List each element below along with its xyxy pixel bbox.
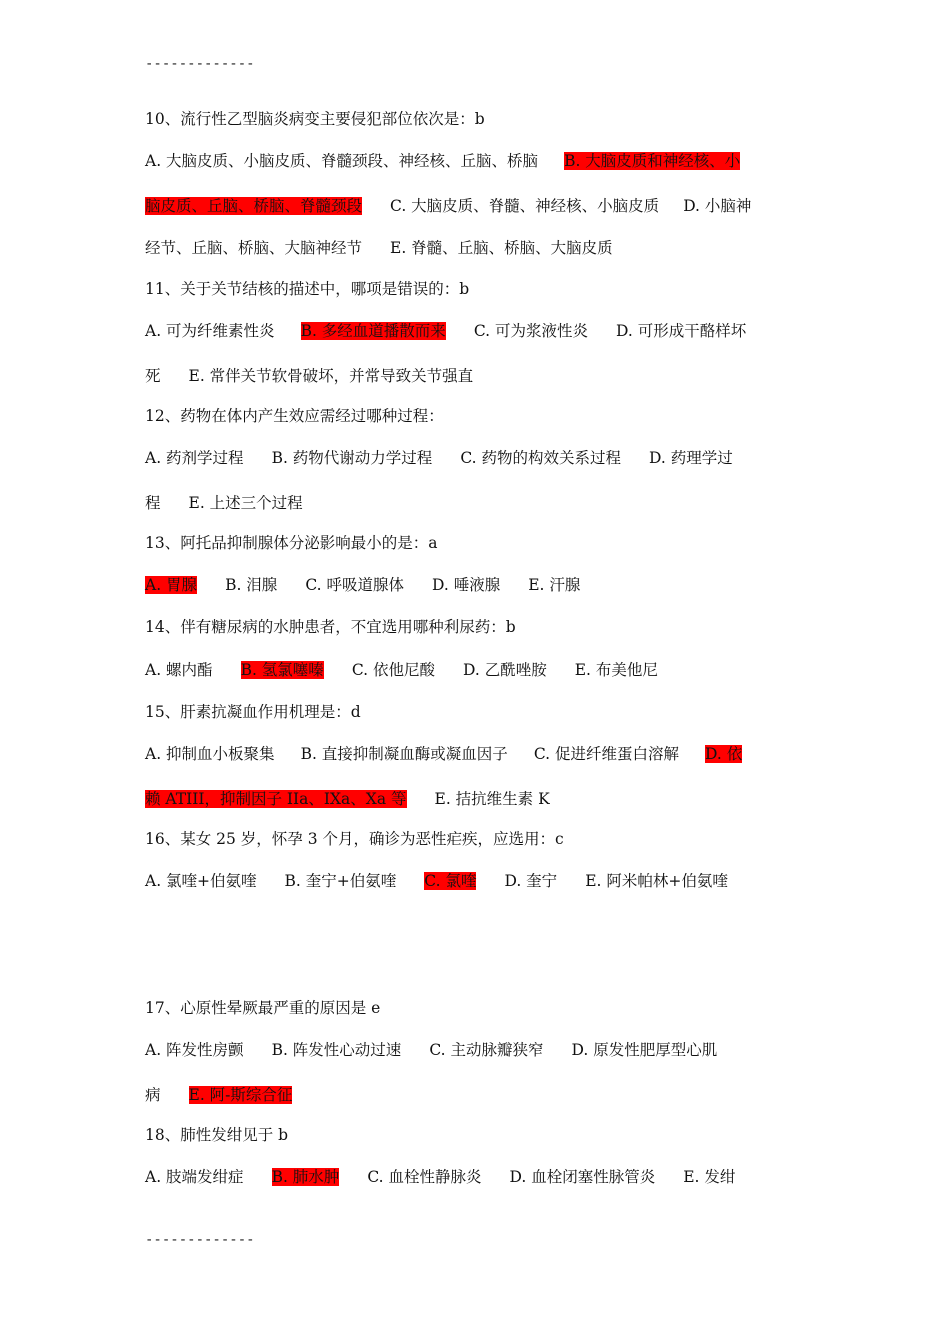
q14-option-c: C. 依他尼酸 — [351, 661, 435, 679]
q12-option-a: A. 药剂学过程 — [145, 449, 244, 467]
question-11-options-line-2 — [145, 365, 473, 387]
q16-option-c-highlighted: C. 氯喹 — [424, 872, 477, 890]
q11-option-d-cont: 死 — [145, 367, 161, 385]
q15-option-b: B. 直接抑制凝血酶或凝血因子 — [300, 745, 508, 763]
q11-option-a: A. 可为纤维素性炎 — [145, 322, 275, 340]
q17-option-d: D. 原发性肥厚型心肌 — [571, 1041, 718, 1059]
q11-option-c: C. 可为浆液性炎 — [473, 322, 588, 340]
q15-option-e: E. 拮抗维生素 K — [434, 790, 550, 808]
q18-option-d: D. 血栓闭塞性脉管炎 — [509, 1168, 656, 1186]
question-13-stem: 13、阿托品抑制腺体分泌影响最小的是：a — [145, 534, 438, 552]
question-15-options-line-2 — [145, 788, 550, 810]
q16-option-d: D. 奎宁 — [504, 872, 558, 890]
question-12-stem: 12、药物在体内产生效应需经过哪种过程： — [145, 407, 444, 425]
question-18-stem: 18、肺性发绀见于 b — [145, 1126, 289, 1144]
q15-option-a: A. 抑制血小板聚集 — [145, 745, 275, 763]
question-14-stem: 14、伴有糖尿病的水肿患者，不宜选用哪种利尿药：b — [145, 618, 516, 636]
question-10-options-line-3 — [145, 237, 613, 259]
q12-option-b: B. 药物代谢动力学过程 — [271, 449, 433, 467]
q12-option-e: E. 上述三个过程 — [188, 494, 303, 512]
q13-option-d: D. 唾液腺 — [431, 576, 501, 594]
q13-option-a-highlighted: A. 胃腺 — [145, 576, 198, 594]
question-10-options-line-2 — [145, 195, 751, 217]
q10-option-d: D. 小脑神 — [683, 197, 752, 215]
question-17-options-line-1 — [145, 1039, 717, 1061]
question-12-options-line-2 — [145, 492, 303, 514]
q17-option-d-cont: 病 — [145, 1086, 161, 1104]
q16-option-e: E. 阿米帕林+伯氨喹 — [585, 872, 728, 890]
question-16-options-line-1 — [145, 870, 728, 892]
q13-option-e: E. 汗腺 — [528, 576, 581, 594]
question-10-stem: 10、流行性乙型脑炎病变主要侵犯部位依次是：b — [145, 110, 485, 128]
q15-option-d-highlighted-cont: 赖 ATIII，抑制因子 IIa、IXa、Xa 等 — [145, 790, 407, 808]
question-14-options-line-1 — [145, 659, 658, 681]
q10-option-d-cont: 经节、丘脑、桥脑、大脑神经节 — [145, 239, 363, 257]
question-16-stem: 16、某女 25 岁，怀孕 3 个月，确诊为恶性疟疾，应选用：c — [145, 830, 564, 848]
q13-option-b: B. 泪腺 — [225, 576, 278, 594]
q14-option-b-highlighted: B. 氢氯噻嗪 — [240, 661, 324, 679]
footer-rule: ------------- — [145, 1232, 255, 1248]
question-17-options-line-2 — [145, 1084, 292, 1106]
question-10-options-line-1 — [145, 150, 740, 172]
q12-option-d-cont: 程 — [145, 494, 161, 512]
q10-option-b-highlighted: B. 大脑皮质和神经核、小 — [564, 152, 741, 170]
q18-option-c: C. 血栓性静脉炎 — [367, 1168, 482, 1186]
q13-option-c: C. 呼吸道腺体 — [305, 576, 404, 594]
q10-option-a: A. 大脑皮质、小脑皮质、脊髓颈段、神经核、丘脑、桥脑 — [145, 152, 539, 170]
q11-option-e: E. 常伴关节软骨破坏，并常导致关节强直 — [188, 367, 474, 385]
question-11-options-line-1 — [145, 320, 746, 342]
q14-option-d: D. 乙酰唑胺 — [462, 661, 547, 679]
question-17-stem: 17、心原性晕厥最严重的原因是 e — [145, 999, 381, 1017]
q11-option-b-highlighted: B. 多经血道播散而来 — [300, 322, 446, 340]
q14-option-e: E. 布美他尼 — [574, 661, 658, 679]
q15-option-d-highlighted: D. 依 — [704, 745, 743, 763]
q17-option-c: C. 主动脉瓣狭窄 — [429, 1041, 544, 1059]
question-15-options-line-1 — [145, 743, 742, 765]
header-rule: ------------- — [145, 56, 255, 72]
q17-option-a: A. 阵发性房颤 — [145, 1041, 244, 1059]
q10-option-e: E. 脊髓、丘脑、桥脑、大脑皮质 — [390, 239, 613, 257]
q16-option-a: A. 氯喹+伯氨喹 — [145, 872, 257, 890]
q12-option-c: C. 药物的构效关系过程 — [460, 449, 621, 467]
q15-option-c: C. 促进纤维蛋白溶解 — [533, 745, 679, 763]
q12-option-d: D. 药理学过 — [648, 449, 733, 467]
q10-option-b-highlighted-cont: 脑皮质、丘脑、桥脑、脊髓颈段 — [145, 197, 363, 215]
q14-option-a: A. 螺内酯 — [145, 661, 213, 679]
question-15-stem: 15、肝素抗凝血作用机理是：d — [145, 703, 361, 721]
q11-option-d: D. 可形成干酪样坏 — [615, 322, 747, 340]
question-18-options-line-1 — [145, 1166, 735, 1188]
q18-option-e: E. 发绀 — [683, 1168, 736, 1186]
q18-option-a: A. 肢端发绀症 — [145, 1168, 244, 1186]
q17-option-e-highlighted: E. 阿-斯综合征 — [188, 1086, 293, 1104]
q10-option-c: C. 大脑皮质、脊髓、神经核、小脑皮质 — [390, 197, 660, 215]
question-12-options-line-1 — [145, 447, 733, 469]
question-11-stem: 11、关于关节结核的描述中，哪项是错误的：b — [145, 280, 470, 298]
q16-option-b: B. 奎宁+伯氨喹 — [284, 872, 397, 890]
q18-option-b-highlighted: B. 肺水肿 — [271, 1168, 340, 1186]
question-13-options-line-1 — [145, 574, 580, 596]
q17-option-b: B. 阵发性心动过速 — [271, 1041, 402, 1059]
